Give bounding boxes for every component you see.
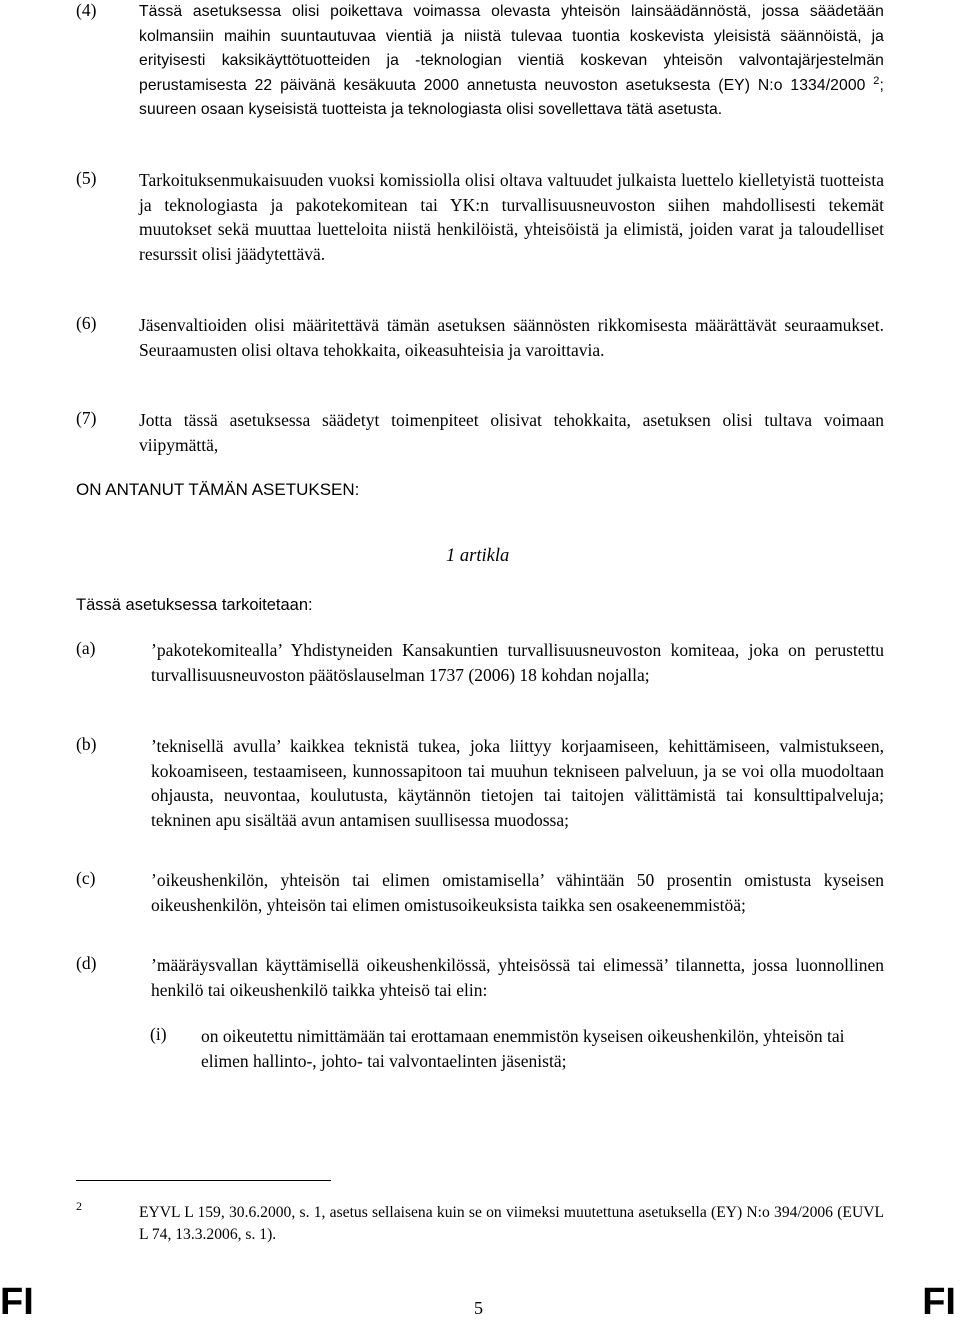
- definition-c: [76, 868, 884, 917]
- recital-number: (4): [76, 0, 97, 20]
- article-title: 1 artikla: [446, 546, 510, 566]
- definition-text: ’määräysvallan käyttämisellä oikeushenkilössä, yhteisössä tai elimessä’ tilannetta, jossa luonnollinen henkilö tai oikeushenkilö taikka yhteisö tai elin:: [151, 955, 884, 1000]
- recital-text: Tässä asetuksessa olisi poikettava voimassa olevasta yhteisön lainsäädännöstä, jossa säädetään kolmansiin maihin suuntautuvaa vientiä ja niistä tulevaa tuontia koskevista yleisistä säännöistä, ja erityisesti kaksikäyttötuotteiden ja -teknologian vientiä koskevan yhteisön valvontajärjestelmän perustamisesta 22 päivänä kesäkuuta 2000 annetusta neuvoston asetuksesta (EY) N:o 1334/2000 $^2$; suureen osaan kyseisistä tuotteista ja teknologiasta olisi sovellettava tätä asetusta.: [139, 3, 884, 119]
- recital-6: [76, 313, 884, 362]
- definition-text: ’pakotekomitealla’ Yhdistyneiden Kansakuntien turvallisuusneuvoston komiteaa, joka on perustettu turvallisuusneuvoston päätöslauselman 1737 (2006) 18 kohdan nojalla;: [151, 640, 884, 685]
- definition-b: [76, 734, 884, 832]
- sub-item-label: (i): [150, 1024, 167, 1044]
- sub-item-text: on oikeutettu nimittämään tai erottamaan enemmistön kyseisen oikeushenkilön, yhteisön tai elimen hallinto-, johto- tai valvontaelinten jäsenistä;: [201, 1026, 845, 1071]
- recital-number: (6): [76, 313, 97, 333]
- recital-5: [76, 168, 884, 266]
- enacting-formula: ON ANTANUT TÄMÄN ASETUKSEN:: [76, 480, 360, 499]
- footnote: [76, 1199, 884, 1246]
- footer-language-right: FI: [922, 1281, 956, 1323]
- sub-item-i: [150, 1024, 884, 1073]
- recital-text: Jäsenvaltioiden olisi määritettävä tämän asetuksen säännösten rikkomisesta määrättävät seuraamukset. Seuraamusten olisi oltava tehokkaita, oikeasuhteisia ja varoittavia.: [139, 315, 884, 360]
- definition-label: (b): [76, 734, 97, 754]
- footnote-reference[interactable]: 2: [873, 74, 880, 87]
- recital-number: (5): [76, 168, 97, 188]
- recital-4: [76, 0, 884, 123]
- definition-d: [76, 953, 884, 1002]
- recital-7: [76, 408, 884, 457]
- recital-number: (7): [76, 408, 97, 428]
- definition-text: ’oikeushenkilön, yhteisön tai elimen omistamisella’ vähintään 50 prosentin omistusta kyseisen oikeushenkilön, yhteisön tai elimen omistusoikeuksista taikka sen osakeenemmistöä;: [151, 870, 884, 915]
- definition-label: (a): [76, 638, 96, 658]
- footnote-text: EYVL L 159, 30.6.2000, s. 1, asetus sellaisena kuin se on viimeksi muutettuna asetuksella (EY) N:o 394/2006 (EUVL L 74, 13.3.2006, s. 1).: [139, 1204, 884, 1243]
- footnote-separator: [76, 1180, 331, 1181]
- definition-label: (d): [76, 953, 97, 973]
- definition-a: [76, 638, 884, 687]
- recital-text: Jotta tässä asetuksessa säädetyt toimenpiteet olisivat tehokkaita, asetuksen olisi tultava voimaan viipymättä,: [139, 410, 884, 455]
- definition-label: (c): [76, 868, 96, 888]
- page-number: 5: [474, 1298, 483, 1318]
- footer-language-left: FI: [0, 1281, 34, 1323]
- article-intro: Tässä asetuksessa tarkoitetaan:: [76, 596, 313, 614]
- recital-text: Tarkoituksenmukaisuuden vuoksi komissiolla olisi oltava valtuudet julkaista luettelo kielletyistä tuotteista ja teknologiasta ja pakotekomitean tai YK:n turvallisuusneuvoston siihen mahdollisesti tekemät muutokset sekä muuttaa luetteloita niistä henkilöistä, yhteisöistä ja elimistä, joiden varat ja taloudelliset resurssit olisi jäädytettävä.: [139, 170, 884, 264]
- definition-text: ’teknisellä avulla’ kaikkea teknistä tukea, joka liittyy korjaamiseen, kehittämiseen, valmistukseen, kokoamiseen, testaamiseen, kunnossapitoon tai muuhun tekniseen palveluun, ja se voi olla muodoltaan ohjausta, neuvontaa, koulutusta, käytännön tietojen tai taitojen välittämistä tai konsulttipalveluja; tekninen apu sisältää avun antamisen suullisessa muodossa;: [151, 736, 884, 830]
- footnote-number: 2: [76, 1199, 82, 1213]
